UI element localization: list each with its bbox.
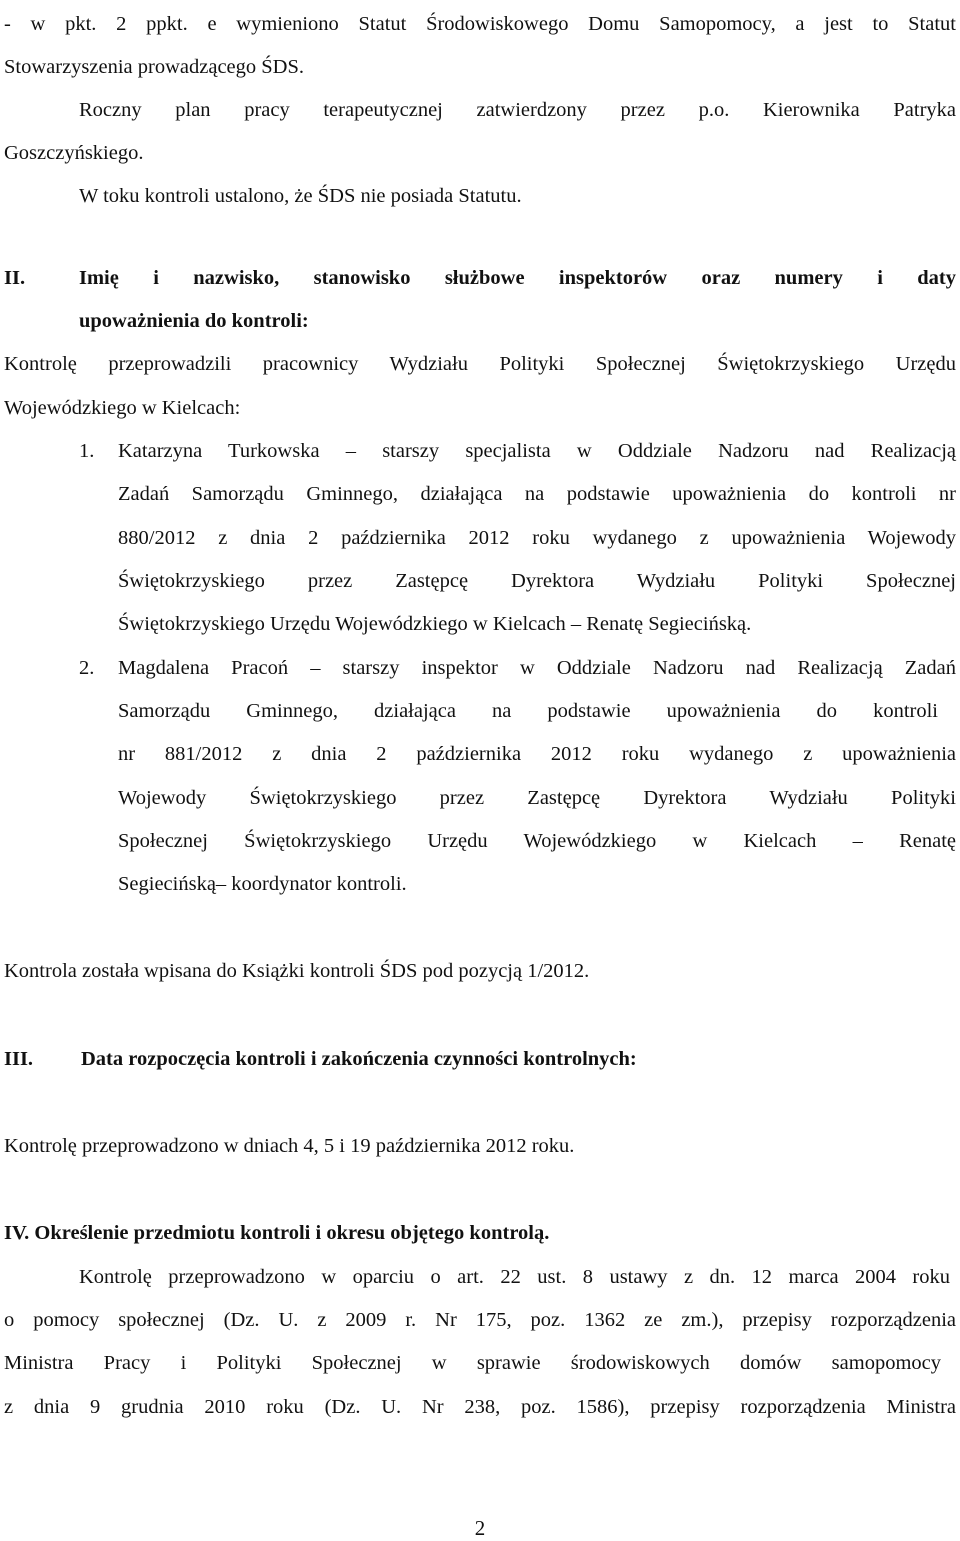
inspector-1-number: 1. <box>79 440 95 462</box>
inspector-2-line-1: Magdalena Pracoń – starszy inspektor w Oddziale Nadzoru nad Realizacją Zadań <box>118 657 956 679</box>
section-4-line-4: z dnia 9 grudnia 2010 roku (Dz. U. Nr 238, poz. 1586), przepisy rozporządzenia Ministra <box>4 1396 956 1418</box>
intro-line-2: Stowarzyszenia prowadzącego ŚDS. <box>4 56 305 78</box>
inspector-1-line-2: Zadań Samorządu Gminnego, działająca na podstawie upoważnienia do kontroli nr <box>118 483 956 505</box>
intro-line-3: Roczny plan pracy terapeutycznej zatwierdzony przez p.o. Kierownika Patryka <box>79 99 956 121</box>
inspector-2-number: 2. <box>79 657 95 679</box>
registry-note: Kontrola została wpisana do Książki kontroli ŚDS pod pozycją 1/2012. <box>4 960 590 982</box>
inspector-1-line-3: 880/2012 z dnia 2 października 2012 roku wydanego z upoważnienia Wojewody <box>118 527 956 549</box>
inspector-2-line-3: nr 881/2012 z dnia 2 października 2012 roku wydanego z upoważnienia <box>118 743 956 765</box>
inspector-2-line-5: Społecznej Świętokrzyskiego Urzędu Wojewódzkiego w Kielcach – Renatę <box>118 830 956 852</box>
inspector-1-line-5: Świętokrzyskiego Urzędu Wojewódzkiego w Kielcach – Renatę Segiecińską. <box>118 613 752 635</box>
section-2-number: II. <box>4 267 26 289</box>
inspector-2-line-4: Wojewody Świętokrzyskiego przez Zastępcę Dyrektora Wydziału Polityki <box>118 787 956 809</box>
intro-line-5: W toku kontroli ustalono, że ŚDS nie posiada Statutu. <box>79 185 522 207</box>
section-2-heading-line-1: Imię i nazwisko, stanowisko służbowe inspektorów oraz numery i daty <box>79 267 956 289</box>
inspector-1-line-4: Świętokrzyskiego przez Zastępcę Dyrektora Wydziału Polityki Społecznej <box>118 570 956 592</box>
section-2-paragraph-line-1: Kontrolę przeprowadzili pracownicy Wydziału Polityki Społecznej Świętokrzyskiego Urzędu <box>4 353 956 375</box>
section-3-number: III. <box>4 1048 34 1070</box>
section-4-line-3: Ministra Pracy i Polityki Społecznej w sprawie środowiskowych domów samopomocy <box>4 1352 941 1374</box>
inspector-1-line-1: Katarzyna Turkowska – starszy specjalista w Oddziale Nadzoru nad Realizacją <box>118 440 956 462</box>
section-4-line-2: o pomocy społecznej (Dz. U. z 2009 r. Nr 175, poz. 1362 ze zm.), przepisy rozporządzenia <box>4 1309 956 1331</box>
section-3-heading: Data rozpoczęcia kontroli i zakończenia czynności kontrolnych: <box>81 1048 637 1070</box>
section-2-paragraph-line-2: Wojewódzkiego w Kielcach: <box>4 397 241 419</box>
section-4-heading: IV. Określenie przedmiotu kontroli i okresu objętego kontrolą. <box>4 1222 550 1244</box>
section-3-text: Kontrolę przeprowadzono w dniach 4, 5 i 19 października 2012 roku. <box>4 1135 575 1157</box>
section-4-line-1: Kontrolę przeprowadzono w oparciu o art. 22 ust. 8 ustawy z dn. 12 marca 2004 roku <box>79 1266 950 1288</box>
page-number: 2 <box>474 1516 486 1540</box>
inspector-2-line-6: Segiecińską– koordynator kontroli. <box>118 873 407 895</box>
section-2-heading-line-2: upoważnienia do kontroli: <box>79 310 309 332</box>
inspector-2-line-2: Samorządu Gminnego, działająca na podstawie upoważnienia do kontroli <box>118 700 938 722</box>
intro-line-1: - w pkt. 2 ppkt. e wymieniono Statut Środowiskowego Domu Samopomocy, a jest to Statut <box>4 13 956 35</box>
intro-line-4: Goszczyńskiego. <box>4 142 144 164</box>
